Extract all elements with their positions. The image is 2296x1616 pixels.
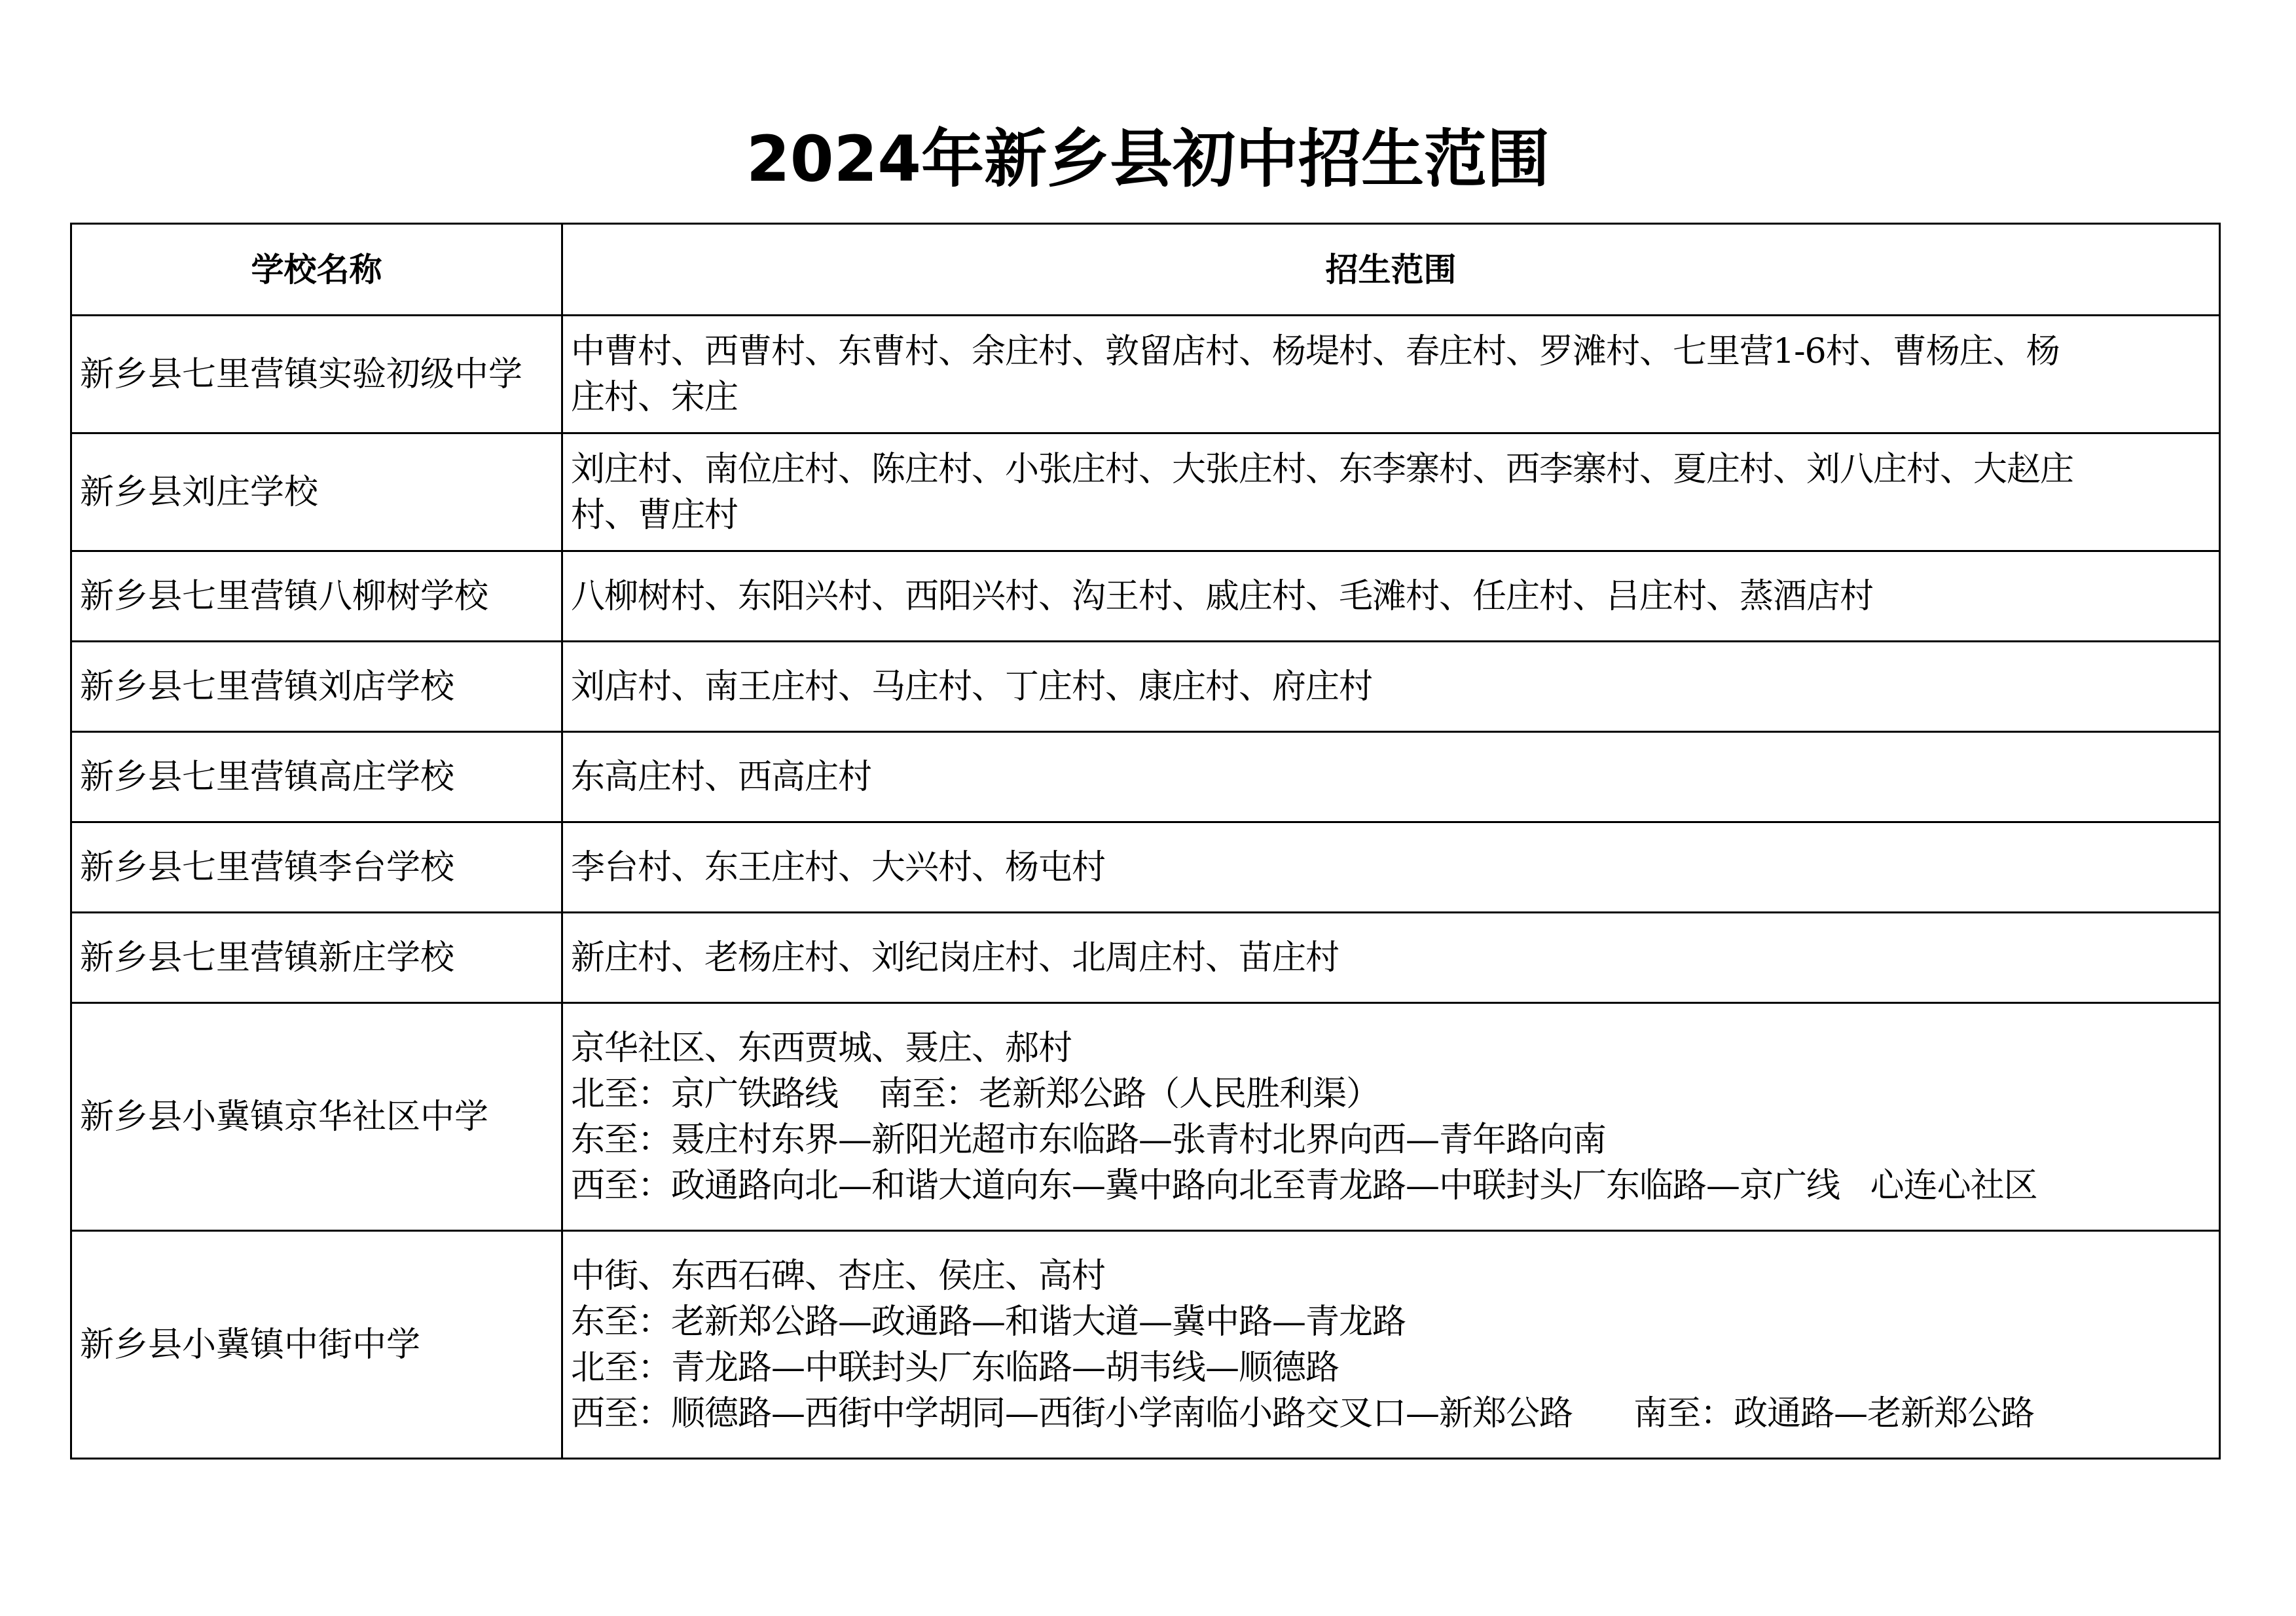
scope-line: 新庄村、老杨庄村、刘纪岗庄村、北周庄村、苗庄村 <box>571 938 1339 978</box>
table-row <box>71 913 2220 1003</box>
page-title: 2024年新乡县初中招生范围 <box>746 122 1550 196</box>
school-name-cell: 新乡县七里营镇高庄学校 <box>71 732 562 822</box>
school-name-cell: 新乡县七里营镇李台学校 <box>71 822 562 913</box>
scope-cell <box>562 433 2220 551</box>
scope-cell <box>562 551 2220 642</box>
table-row <box>71 551 2220 642</box>
school-name-cell: 新乡县小冀镇京华社区中学 <box>71 1003 562 1231</box>
scope-line: 八柳树村、东阳兴村、西阳兴村、沟王村、戚庄村、毛滩村、任庄村、吕庄村、蒸酒店村 <box>571 576 1874 616</box>
school-name-cell: 新乡县七里营镇实验初级中学 <box>71 316 562 433</box>
scope-line: 庄村、宋庄 <box>571 377 738 417</box>
enrollment-table <box>70 223 2221 1460</box>
scope-line: 村、曹庄村 <box>571 495 738 535</box>
scope-cell <box>562 913 2220 1003</box>
scope-line: 西至：政通路向北—和谐大道向东—冀中路向北至青龙路—中联封头厂东临路—京广线 心连心社区 <box>571 1166 2037 1205</box>
table-row <box>71 822 2220 913</box>
header-school-name: 学校名称 <box>71 224 562 316</box>
school-name-cell: 新乡县刘庄学校 <box>71 433 562 551</box>
scope-line: 中曹村、西曹村、东曹村、余庄村、敦留店村、杨堤村、春庄村、罗滩村、七里营1-6村、曹杨庄、杨 <box>571 331 2060 371</box>
scope-line: 东高庄村、西高庄村 <box>571 757 872 797</box>
table-row <box>71 1231 2220 1459</box>
scope-cell <box>562 316 2220 433</box>
scope-line: 李台村、东王庄村、大兴村、杨屯村 <box>571 847 1106 887</box>
scope-line: 东至：聂庄村东界—新阳光超市东临路—张青村北界向西—青年路向南 <box>571 1120 1607 1160</box>
scope-cell <box>562 642 2220 732</box>
scope-cell <box>562 732 2220 822</box>
scope-cell <box>562 822 2220 913</box>
school-name-cell: 新乡县七里营镇刘店学校 <box>71 642 562 732</box>
table-row <box>71 732 2220 822</box>
scope-line: 刘店村、南王庄村、马庄村、丁庄村、康庄村、府庄村 <box>571 667 1373 707</box>
scope-line: 京华社区、东西贾城、聂庄、郝村 <box>571 1028 1072 1068</box>
scope-cell <box>562 1231 2220 1459</box>
school-name-cell: 新乡县小冀镇中街中学 <box>71 1231 562 1459</box>
table-header-row <box>71 224 2220 316</box>
scope-line: 西至：顺德路—西街中学胡同—西街小学南临小路交叉口—新郑公路 南至：政通路—老新郑公路 <box>571 1393 2035 1433</box>
table-row <box>71 316 2220 433</box>
header-enrollment-scope: 招生范围 <box>562 224 2220 316</box>
scope-line: 中街、东西石碑、杏庄、侯庄、高村 <box>571 1256 1106 1296</box>
scope-cell <box>562 1003 2220 1231</box>
table-row <box>71 433 2220 551</box>
table-row <box>71 1003 2220 1231</box>
scope-line: 东至：老新郑公路—政通路—和谐大道—冀中路—青龙路 <box>571 1302 1406 1342</box>
school-name-cell: 新乡县七里营镇新庄学校 <box>71 913 562 1003</box>
scope-line: 刘庄村、南位庄村、陈庄村、小张庄村、大张庄村、东李寨村、西李寨村、夏庄村、刘八庄村、大赵庄 <box>571 449 2074 489</box>
school-name-cell: 新乡县七里营镇八柳树学校 <box>71 551 562 642</box>
table-row <box>71 642 2220 732</box>
scope-line: 北至：京广铁路线 南至：老新郑公路（人民胜利渠） <box>571 1074 1380 1114</box>
scope-line: 北至：青龙路—中联封头厂东临路—胡韦线—顺德路 <box>571 1348 1339 1387</box>
